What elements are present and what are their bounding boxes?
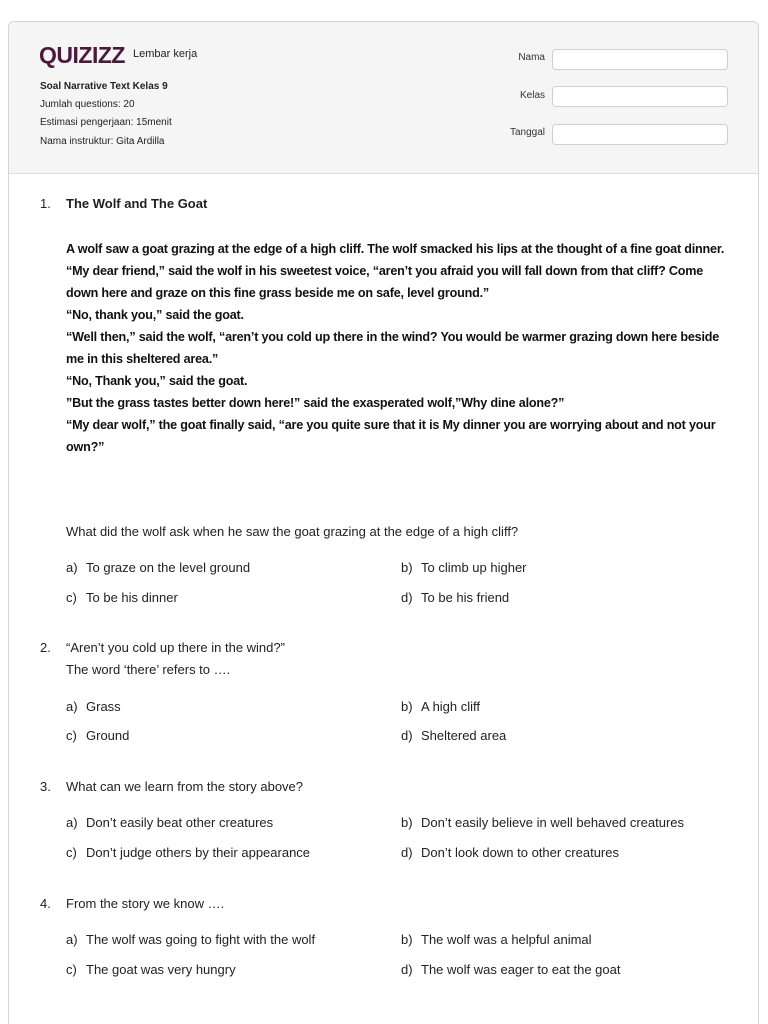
worksheet-header — [9, 22, 758, 174]
tanggal-field[interactable] — [552, 124, 728, 145]
story-text — [66, 238, 734, 458]
story-paragraph: “My dear wolf,” the goat finally said, “are you quite sure that it is My dinner you are worrying about and not your own?” — [66, 418, 716, 454]
question-text: What can we learn from the story above? — [66, 779, 304, 794]
nama-label: Nama — [518, 52, 545, 63]
story-paragraph: “Well then,” said the wolf, “aren’t you cold up there in the wind? You would be warmer grazing down here beside me in this sheltered area.” — [66, 330, 720, 366]
story-paragraph: “No, Thank you,” said the goat. — [66, 374, 248, 388]
questions-count: Jumlah questions: 20 — [40, 99, 135, 110]
answer-option[interactable]: c) The goat was very hungry — [66, 962, 236, 977]
story-paragraph: ”But the grass tastes better down here!” said the exasperated wolf,”Why dine alone?” — [66, 396, 565, 410]
question-text: “Aren’t you cold up there in the wind?” — [66, 640, 285, 655]
story-paragraph: “My dear friend,” said the wolf in his sweetest voice, “aren’t you afraid you will fall down from that cliff? Come down here and graze on this fine grass beside me on safe, level ground.” — [66, 264, 704, 300]
story-paragraph: “No, thank you,” said the goat. — [66, 308, 244, 322]
answer-option[interactable]: a) Don’t easily beat other creatures — [66, 815, 274, 830]
answer-option[interactable]: b) The wolf was a helpful animal — [401, 932, 592, 947]
answer-option[interactable]: a) The wolf was going to fight with the wolf — [66, 932, 316, 947]
nama-field[interactable] — [552, 49, 728, 70]
story-title: The Wolf and The Goat — [66, 196, 208, 211]
svg-text:QUIZIZZ: QUIZIZZ — [39, 42, 125, 68]
kelas-label: Kelas — [519, 90, 545, 101]
worksheet-subtitle: Lembar kerja — [133, 48, 198, 60]
answer-option[interactable]: c) To be his dinner — [66, 590, 178, 605]
answer-option[interactable]: c) Ground — [66, 728, 130, 743]
worksheet — [8, 21, 759, 1024]
quizizz-logo — [39, 41, 127, 69]
answer-option[interactable]: b) A high cliff — [401, 699, 481, 714]
answer-option[interactable]: d) Sheltered area — [401, 728, 507, 743]
question-number: 3. — [40, 779, 51, 794]
answer-option[interactable]: c) Don’t judge others by their appearance — [66, 845, 311, 860]
instructor-name: Nama instruktur: Gita Ardilla — [40, 136, 165, 147]
answer-option[interactable]: a) Grass — [66, 699, 121, 714]
time-estimate: Estimasi pengerjaan: 15menit — [40, 117, 172, 128]
tanggal-label: Tanggal — [509, 127, 545, 138]
answer-option[interactable]: d) Don’t look down to other creatures — [401, 845, 619, 860]
question-number: 4. — [40, 896, 51, 911]
question-text: From the story we know …. — [66, 896, 225, 911]
question-number: 1. — [40, 196, 51, 211]
answer-option[interactable]: a) To graze on the level ground — [66, 560, 251, 575]
answer-option[interactable]: d) To be his friend — [401, 590, 510, 605]
answer-option[interactable]: d) The wolf was eager to eat the goat — [401, 962, 621, 977]
story-paragraph: A wolf saw a goat grazing at the edge of a high cliff. The wolf smacked his lips at the thought of a fine goat dinner. — [66, 242, 725, 256]
worksheet-title: Soal Narrative Text Kelas 9 — [40, 81, 168, 92]
kelas-field[interactable] — [552, 86, 728, 107]
question-number: 2. — [40, 640, 51, 655]
answer-option[interactable]: b) To climb up higher — [401, 560, 527, 575]
question-text: What did the wolf ask when he saw the goat grazing at the edge of a high cliff? — [66, 524, 519, 539]
answer-option[interactable]: b) Don’t easily believe in well behaved creatures — [401, 815, 685, 830]
question-text: The word ‘there’ refers to …. — [66, 662, 231, 677]
